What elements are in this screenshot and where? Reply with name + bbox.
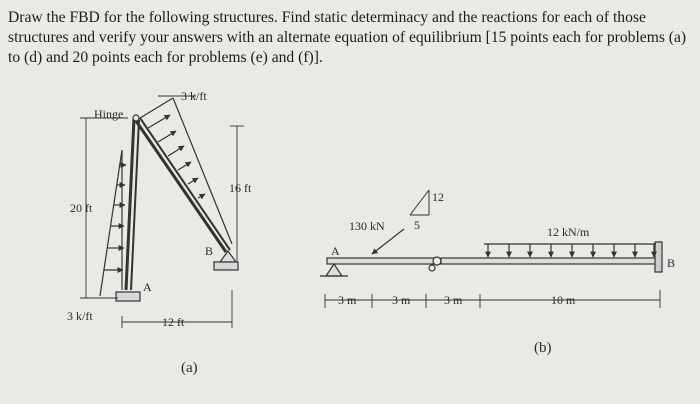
label-b-slope-vertical: 12 [432,190,444,204]
figure-a-labels [67,89,252,376]
label-a-support-b: B [205,244,214,258]
problem-statement: Draw the FBD for the following structures. Find static determinacy and the reactions for each of those structures and verify your answers with an alternate equation of equilibrium [15 points each for problems (a) to (d) and 20 points each for problems (e) and (f)]. [8,9,687,66]
label-a-top-load: 3 k/ft [181,89,207,103]
caption-b: (b) [534,340,552,356]
label-b-dim-2: 3 m [392,293,411,307]
support-b-right [655,242,662,272]
figure-b [320,190,662,308]
left-triangular-load [100,150,126,296]
label-a-right-height: 16 ft [229,181,252,195]
label-b-slope-horizontal: 5 [414,218,420,232]
label-a-width: 12 ft [162,315,185,329]
support-b [214,251,238,270]
uniform-load [484,244,656,257]
label-b-dim-4: 10 m [551,293,576,307]
label-b-support-b: B [667,256,676,270]
label-b-dist-load: 12 kN/m [547,225,590,239]
label-b-support-a: A [331,244,340,258]
inclined-member [134,118,230,252]
inclined-triangular-load [140,98,232,244]
figure-b-labels [331,190,675,356]
label-b-dim-3: 3 m [444,293,463,307]
beam-left-segment [327,258,437,264]
caption-a: (a) [181,360,198,376]
label-b-point-load: 130 kN [349,219,385,233]
support-b-left [320,264,348,276]
label-a-hinge: Hinge [94,107,124,121]
slope-triangle [410,190,429,215]
label-b-dim-1: 3 m [338,293,357,307]
figure-a [80,96,244,328]
hinge-pin [133,115,139,121]
left-column [126,118,139,290]
label-a-height: 20 ft [70,201,93,215]
roller-support [429,265,435,271]
dimension-lines-b [325,290,660,308]
label-a-support-a: A [143,280,152,294]
support-a [116,292,140,301]
beam-right-segment [441,258,659,264]
internal-hinge [433,257,441,265]
label-a-left-load: 3 k/ft [67,309,93,323]
